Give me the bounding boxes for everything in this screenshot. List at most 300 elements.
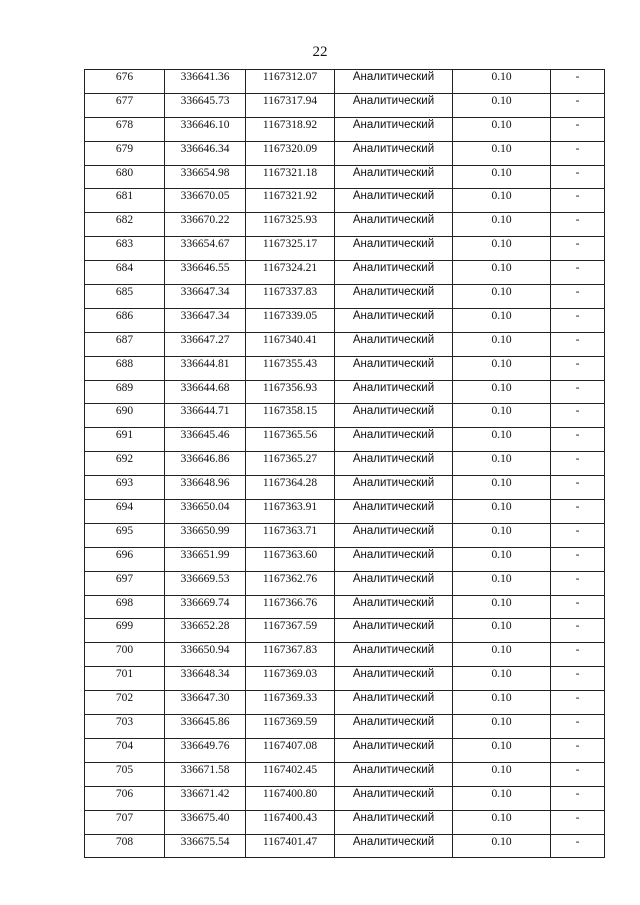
x-coordinate-cell-text: 336647.30 bbox=[180, 692, 230, 705]
y-coordinate-cell-text: 1167369.03 bbox=[262, 668, 318, 681]
x-coordinate-cell-text: 336648.34 bbox=[180, 668, 230, 681]
method-cell bbox=[335, 643, 453, 667]
description-cell-text: - bbox=[575, 501, 580, 514]
y-coordinate-cell-text: 1167365.56 bbox=[262, 429, 318, 442]
table-row bbox=[85, 810, 605, 834]
x-coordinate-cell-text: 336651.99 bbox=[180, 548, 230, 561]
point-number-cell-text: 693 bbox=[115, 477, 134, 490]
x-coordinate-cell-text: 336650.04 bbox=[180, 501, 230, 514]
accuracy-cell bbox=[453, 356, 551, 380]
point-number-cell bbox=[85, 261, 165, 285]
table-row bbox=[85, 380, 605, 404]
accuracy-cell bbox=[453, 547, 551, 571]
method-cell bbox=[335, 786, 453, 810]
accuracy-cell bbox=[453, 117, 551, 141]
point-number-cell-text: 680 bbox=[115, 166, 134, 179]
method-cell bbox=[335, 117, 453, 141]
point-number-cell-text: 686 bbox=[115, 309, 134, 322]
description-cell-text: - bbox=[575, 405, 580, 418]
table-row bbox=[85, 667, 605, 691]
method-cell bbox=[335, 70, 453, 94]
x-coordinate-cell-text: 336647.34 bbox=[180, 309, 230, 322]
description-cell-text: - bbox=[575, 357, 580, 370]
point-number-cell bbox=[85, 834, 165, 858]
y-coordinate-cell-text: 1167318.92 bbox=[262, 118, 318, 131]
point-number-cell-text: 697 bbox=[115, 572, 134, 585]
description-cell bbox=[551, 165, 605, 189]
method-cell-text: Аналитический bbox=[352, 190, 435, 203]
y-coordinate-cell bbox=[246, 810, 335, 834]
point-number-cell-text: 685 bbox=[115, 286, 134, 299]
y-coordinate-cell bbox=[246, 738, 335, 762]
point-number-cell bbox=[85, 141, 165, 165]
y-coordinate-cell-text: 1167401.47 bbox=[262, 835, 318, 848]
y-coordinate-cell bbox=[246, 404, 335, 428]
y-coordinate-cell bbox=[246, 332, 335, 356]
method-cell bbox=[335, 619, 453, 643]
y-coordinate-cell-text: 1167325.93 bbox=[262, 214, 318, 227]
method-cell-text: Аналитический bbox=[352, 381, 435, 394]
accuracy-cell bbox=[453, 571, 551, 595]
x-coordinate-cell bbox=[165, 428, 246, 452]
point-number-cell-text: 689 bbox=[115, 381, 134, 394]
accuracy-cell-text: 0.10 bbox=[491, 262, 512, 275]
x-coordinate-cell-text: 336670.05 bbox=[180, 190, 230, 203]
description-cell-text: - bbox=[575, 739, 580, 752]
point-number-cell bbox=[85, 715, 165, 739]
y-coordinate-cell-text: 1167317.94 bbox=[262, 94, 318, 107]
point-number-cell-text: 676 bbox=[115, 71, 134, 83]
point-number-cell-text: 691 bbox=[115, 429, 134, 442]
accuracy-cell bbox=[453, 762, 551, 786]
x-coordinate-cell-text: 336641.36 bbox=[180, 71, 230, 83]
y-coordinate-cell bbox=[246, 189, 335, 213]
method-cell bbox=[335, 810, 453, 834]
table-row bbox=[85, 523, 605, 547]
table-row bbox=[85, 691, 605, 715]
y-coordinate-cell bbox=[246, 834, 335, 858]
description-cell bbox=[551, 428, 605, 452]
y-coordinate-cell-text: 1167325.17 bbox=[262, 238, 318, 251]
accuracy-cell-text: 0.10 bbox=[491, 548, 512, 561]
x-coordinate-cell-text: 336650.94 bbox=[180, 644, 230, 657]
point-number-cell-text: 702 bbox=[115, 692, 134, 705]
x-coordinate-cell-text: 336671.58 bbox=[180, 763, 230, 776]
description-cell bbox=[551, 332, 605, 356]
description-cell-text: - bbox=[575, 572, 580, 585]
accuracy-cell bbox=[453, 404, 551, 428]
x-coordinate-cell bbox=[165, 404, 246, 428]
y-coordinate-cell bbox=[246, 93, 335, 117]
point-number-cell bbox=[85, 213, 165, 237]
method-cell bbox=[335, 571, 453, 595]
y-coordinate-cell-text: 1167400.80 bbox=[262, 787, 318, 800]
y-coordinate-cell bbox=[246, 786, 335, 810]
description-cell bbox=[551, 285, 605, 309]
point-number-cell bbox=[85, 547, 165, 571]
x-coordinate-cell bbox=[165, 762, 246, 786]
method-cell bbox=[335, 237, 453, 261]
point-number-cell-text: 703 bbox=[115, 716, 134, 729]
description-cell bbox=[551, 523, 605, 547]
y-coordinate-cell-text: 1167369.59 bbox=[262, 716, 318, 729]
x-coordinate-cell-text: 336675.40 bbox=[180, 811, 230, 824]
accuracy-cell-text: 0.10 bbox=[491, 572, 512, 585]
method-cell-text: Аналитический bbox=[352, 357, 435, 370]
accuracy-cell-text: 0.10 bbox=[491, 94, 512, 107]
x-coordinate-cell-text: 336650.99 bbox=[180, 524, 230, 537]
description-cell bbox=[551, 786, 605, 810]
method-cell-text: Аналитический bbox=[352, 477, 435, 490]
description-cell-text: - bbox=[575, 333, 580, 346]
accuracy-cell bbox=[453, 93, 551, 117]
description-cell-text: - bbox=[575, 94, 580, 107]
table-row bbox=[85, 428, 605, 452]
accuracy-cell-text: 0.10 bbox=[491, 238, 512, 251]
accuracy-cell bbox=[453, 213, 551, 237]
table-row bbox=[85, 834, 605, 858]
y-coordinate-cell-text: 1167364.28 bbox=[262, 477, 318, 490]
description-cell-text: - bbox=[575, 692, 580, 705]
method-cell-text: Аналитический bbox=[352, 763, 435, 776]
description-cell bbox=[551, 308, 605, 332]
table-row bbox=[85, 643, 605, 667]
method-cell bbox=[335, 165, 453, 189]
description-cell bbox=[551, 404, 605, 428]
y-coordinate-cell bbox=[246, 356, 335, 380]
y-coordinate-cell-text: 1167362.76 bbox=[262, 572, 318, 585]
y-coordinate-cell-text: 1167321.92 bbox=[262, 190, 318, 203]
description-cell-text: - bbox=[575, 716, 580, 729]
point-number-cell bbox=[85, 452, 165, 476]
point-number-cell-text: 688 bbox=[115, 357, 134, 370]
table-body bbox=[85, 70, 605, 858]
point-number-cell-text: 681 bbox=[115, 190, 134, 203]
description-cell-text: - bbox=[575, 71, 580, 83]
method-cell-text: Аналитический bbox=[352, 524, 435, 537]
point-number-cell bbox=[85, 332, 165, 356]
description-cell bbox=[551, 452, 605, 476]
y-coordinate-cell bbox=[246, 523, 335, 547]
accuracy-cell bbox=[453, 786, 551, 810]
description-cell bbox=[551, 571, 605, 595]
y-coordinate-cell bbox=[246, 213, 335, 237]
y-coordinate-cell bbox=[246, 715, 335, 739]
x-coordinate-cell bbox=[165, 285, 246, 309]
method-cell-text: Аналитический bbox=[352, 142, 435, 155]
description-cell bbox=[551, 762, 605, 786]
description-cell-text: - bbox=[575, 214, 580, 227]
x-coordinate-cell-text: 336646.10 bbox=[180, 118, 230, 131]
y-coordinate-cell bbox=[246, 762, 335, 786]
accuracy-cell-text: 0.10 bbox=[491, 405, 512, 418]
x-coordinate-cell bbox=[165, 738, 246, 762]
method-cell-text: Аналитический bbox=[352, 71, 435, 83]
description-cell-text: - bbox=[575, 668, 580, 681]
y-coordinate-cell-text: 1167366.76 bbox=[262, 596, 318, 609]
description-cell bbox=[551, 213, 605, 237]
y-coordinate-cell-text: 1167365.27 bbox=[262, 453, 318, 466]
accuracy-cell bbox=[453, 141, 551, 165]
x-coordinate-cell-text: 336646.86 bbox=[180, 453, 230, 466]
description-cell bbox=[551, 810, 605, 834]
point-number-cell bbox=[85, 476, 165, 500]
x-coordinate-cell bbox=[165, 595, 246, 619]
y-coordinate-cell-text: 1167363.71 bbox=[262, 524, 318, 537]
accuracy-cell-text: 0.10 bbox=[491, 166, 512, 179]
method-cell bbox=[335, 93, 453, 117]
method-cell bbox=[335, 285, 453, 309]
x-coordinate-cell bbox=[165, 452, 246, 476]
accuracy-cell bbox=[453, 165, 551, 189]
y-coordinate-cell bbox=[246, 308, 335, 332]
x-coordinate-cell bbox=[165, 500, 246, 524]
accuracy-cell-text: 0.10 bbox=[491, 763, 512, 776]
x-coordinate-cell bbox=[165, 643, 246, 667]
method-cell-text: Аналитический bbox=[352, 811, 435, 824]
point-number-cell-text: 706 bbox=[115, 787, 134, 800]
point-number-cell bbox=[85, 285, 165, 309]
point-number-cell-text: 684 bbox=[115, 262, 134, 275]
x-coordinate-cell bbox=[165, 786, 246, 810]
description-cell-text: - bbox=[575, 381, 580, 394]
x-coordinate-cell bbox=[165, 523, 246, 547]
x-coordinate-cell bbox=[165, 189, 246, 213]
y-coordinate-cell bbox=[246, 500, 335, 524]
accuracy-cell bbox=[453, 189, 551, 213]
point-number-cell bbox=[85, 810, 165, 834]
x-coordinate-cell bbox=[165, 117, 246, 141]
method-cell-text: Аналитический bbox=[352, 716, 435, 729]
y-coordinate-cell-text: 1167358.15 bbox=[262, 405, 318, 418]
table-row bbox=[85, 404, 605, 428]
method-cell-text: Аналитический bbox=[352, 692, 435, 705]
accuracy-cell-text: 0.10 bbox=[491, 644, 512, 657]
x-coordinate-cell-text: 336669.53 bbox=[180, 572, 230, 585]
method-cell bbox=[335, 500, 453, 524]
y-coordinate-cell-text: 1167407.08 bbox=[262, 739, 318, 752]
accuracy-cell-text: 0.10 bbox=[491, 835, 512, 848]
description-cell-text: - bbox=[575, 835, 580, 848]
x-coordinate-cell bbox=[165, 93, 246, 117]
y-coordinate-cell bbox=[246, 547, 335, 571]
table-row bbox=[85, 762, 605, 786]
method-cell bbox=[335, 141, 453, 165]
method-cell-text: Аналитический bbox=[352, 405, 435, 418]
description-cell bbox=[551, 476, 605, 500]
method-cell bbox=[335, 380, 453, 404]
y-coordinate-cell bbox=[246, 117, 335, 141]
point-number-cell bbox=[85, 165, 165, 189]
point-number-cell bbox=[85, 667, 165, 691]
x-coordinate-cell-text: 336644.71 bbox=[180, 405, 230, 418]
accuracy-cell bbox=[453, 308, 551, 332]
accuracy-cell-text: 0.10 bbox=[491, 214, 512, 227]
table-row bbox=[85, 547, 605, 571]
description-cell bbox=[551, 691, 605, 715]
x-coordinate-cell bbox=[165, 476, 246, 500]
table-row bbox=[85, 308, 605, 332]
method-cell bbox=[335, 189, 453, 213]
x-coordinate-cell bbox=[165, 70, 246, 94]
description-cell-text: - bbox=[575, 286, 580, 299]
y-coordinate-cell-text: 1167312.07 bbox=[262, 71, 318, 83]
point-number-cell bbox=[85, 70, 165, 94]
description-cell-text: - bbox=[575, 142, 580, 155]
x-coordinate-cell-text: 336647.27 bbox=[180, 333, 230, 346]
y-coordinate-cell-text: 1167337.83 bbox=[262, 286, 318, 299]
accuracy-cell-text: 0.10 bbox=[491, 71, 512, 83]
x-coordinate-cell-text: 336647.34 bbox=[180, 286, 230, 299]
x-coordinate-cell-text: 336654.98 bbox=[180, 166, 230, 179]
method-cell-text: Аналитический bbox=[352, 309, 435, 322]
point-number-cell bbox=[85, 738, 165, 762]
description-cell-text: - bbox=[575, 763, 580, 776]
accuracy-cell-text: 0.10 bbox=[491, 787, 512, 800]
point-number-cell-text: 699 bbox=[115, 620, 134, 633]
point-number-cell-text: 698 bbox=[115, 596, 134, 609]
method-cell bbox=[335, 762, 453, 786]
y-coordinate-cell bbox=[246, 165, 335, 189]
x-coordinate-cell-text: 336675.54 bbox=[180, 835, 230, 848]
x-coordinate-cell bbox=[165, 715, 246, 739]
accuracy-cell-text: 0.10 bbox=[491, 716, 512, 729]
method-cell-text: Аналитический bbox=[352, 333, 435, 346]
description-cell-text: - bbox=[575, 811, 580, 824]
point-number-cell bbox=[85, 619, 165, 643]
y-coordinate-cell bbox=[246, 619, 335, 643]
accuracy-cell bbox=[453, 452, 551, 476]
method-cell-text: Аналитический bbox=[352, 572, 435, 585]
y-coordinate-cell bbox=[246, 667, 335, 691]
point-number-cell-text: 683 bbox=[115, 238, 134, 251]
x-coordinate-cell-text: 336652.28 bbox=[180, 620, 230, 633]
accuracy-cell bbox=[453, 619, 551, 643]
y-coordinate-cell-text: 1167324.21 bbox=[262, 262, 318, 275]
method-cell-text: Аналитический bbox=[352, 118, 435, 131]
x-coordinate-cell-text: 336645.86 bbox=[180, 716, 230, 729]
y-coordinate-cell-text: 1167321.18 bbox=[262, 166, 318, 179]
method-cell-text: Аналитический bbox=[352, 286, 435, 299]
accuracy-cell bbox=[453, 428, 551, 452]
method-cell-text: Аналитический bbox=[352, 166, 435, 179]
table-row bbox=[85, 93, 605, 117]
method-cell bbox=[335, 332, 453, 356]
method-cell bbox=[335, 523, 453, 547]
method-cell-text: Аналитический bbox=[352, 835, 435, 848]
method-cell-text: Аналитический bbox=[352, 620, 435, 633]
description-cell bbox=[551, 500, 605, 524]
table-row bbox=[85, 571, 605, 595]
accuracy-cell-text: 0.10 bbox=[491, 811, 512, 824]
description-cell bbox=[551, 93, 605, 117]
table-row bbox=[85, 332, 605, 356]
method-cell-text: Аналитический bbox=[352, 429, 435, 442]
accuracy-cell-text: 0.10 bbox=[491, 501, 512, 514]
y-coordinate-cell-text: 1167367.83 bbox=[262, 644, 318, 657]
table-row bbox=[85, 452, 605, 476]
accuracy-cell bbox=[453, 237, 551, 261]
x-coordinate-cell-text: 336646.34 bbox=[180, 142, 230, 155]
table-row bbox=[85, 476, 605, 500]
accuracy-cell bbox=[453, 810, 551, 834]
y-coordinate-cell-text: 1167402.45 bbox=[262, 763, 318, 776]
method-cell-text: Аналитический bbox=[352, 787, 435, 800]
point-number-cell-text: 694 bbox=[115, 501, 134, 514]
accuracy-cell-text: 0.10 bbox=[491, 477, 512, 490]
point-number-cell bbox=[85, 643, 165, 667]
description-cell-text: - bbox=[575, 644, 580, 657]
accuracy-cell-text: 0.10 bbox=[491, 620, 512, 633]
x-coordinate-cell-text: 336654.67 bbox=[180, 238, 230, 251]
description-cell bbox=[551, 595, 605, 619]
point-number-cell-text: 677 bbox=[115, 94, 134, 107]
y-coordinate-cell-text: 1167355.43 bbox=[262, 357, 318, 370]
method-cell bbox=[335, 547, 453, 571]
method-cell bbox=[335, 834, 453, 858]
y-coordinate-cell bbox=[246, 595, 335, 619]
point-number-cell bbox=[85, 691, 165, 715]
accuracy-cell bbox=[453, 500, 551, 524]
accuracy-cell-text: 0.10 bbox=[491, 429, 512, 442]
x-coordinate-cell-text: 336649.76 bbox=[180, 739, 230, 752]
description-cell-text: - bbox=[575, 309, 580, 322]
accuracy-cell bbox=[453, 380, 551, 404]
x-coordinate-cell bbox=[165, 165, 246, 189]
y-coordinate-cell bbox=[246, 237, 335, 261]
description-cell-text: - bbox=[575, 190, 580, 203]
accuracy-cell-text: 0.10 bbox=[491, 333, 512, 346]
y-coordinate-cell-text: 1167320.09 bbox=[262, 142, 318, 155]
point-number-cell-text: 696 bbox=[115, 548, 134, 561]
x-coordinate-cell bbox=[165, 571, 246, 595]
method-cell bbox=[335, 261, 453, 285]
x-coordinate-cell-text: 336671.42 bbox=[180, 787, 230, 800]
x-coordinate-cell bbox=[165, 380, 246, 404]
page-number: 22 bbox=[312, 44, 328, 60]
point-number-cell-text: 704 bbox=[115, 739, 134, 752]
table-row bbox=[85, 786, 605, 810]
table-row bbox=[85, 70, 605, 94]
accuracy-cell bbox=[453, 667, 551, 691]
accuracy-cell-text: 0.10 bbox=[491, 286, 512, 299]
x-coordinate-cell bbox=[165, 141, 246, 165]
y-coordinate-cell bbox=[246, 452, 335, 476]
method-cell bbox=[335, 213, 453, 237]
table-row bbox=[85, 715, 605, 739]
y-coordinate-cell bbox=[246, 691, 335, 715]
x-coordinate-cell bbox=[165, 834, 246, 858]
y-coordinate-cell-text: 1167340.41 bbox=[262, 333, 318, 346]
point-number-cell-text: 700 bbox=[115, 644, 134, 657]
point-number-cell bbox=[85, 117, 165, 141]
table-row bbox=[85, 356, 605, 380]
x-coordinate-cell-text: 336645.73 bbox=[180, 94, 230, 107]
point-number-cell-text: 679 bbox=[115, 142, 134, 155]
method-cell bbox=[335, 738, 453, 762]
point-number-cell bbox=[85, 595, 165, 619]
accuracy-cell-text: 0.10 bbox=[491, 309, 512, 322]
method-cell bbox=[335, 715, 453, 739]
method-cell-text: Аналитический bbox=[352, 644, 435, 657]
y-coordinate-cell bbox=[246, 428, 335, 452]
point-number-cell bbox=[85, 571, 165, 595]
point-number-cell bbox=[85, 93, 165, 117]
description-cell-text: - bbox=[575, 548, 580, 561]
point-number-cell-text: 695 bbox=[115, 524, 134, 537]
point-number-cell bbox=[85, 380, 165, 404]
description-cell bbox=[551, 237, 605, 261]
